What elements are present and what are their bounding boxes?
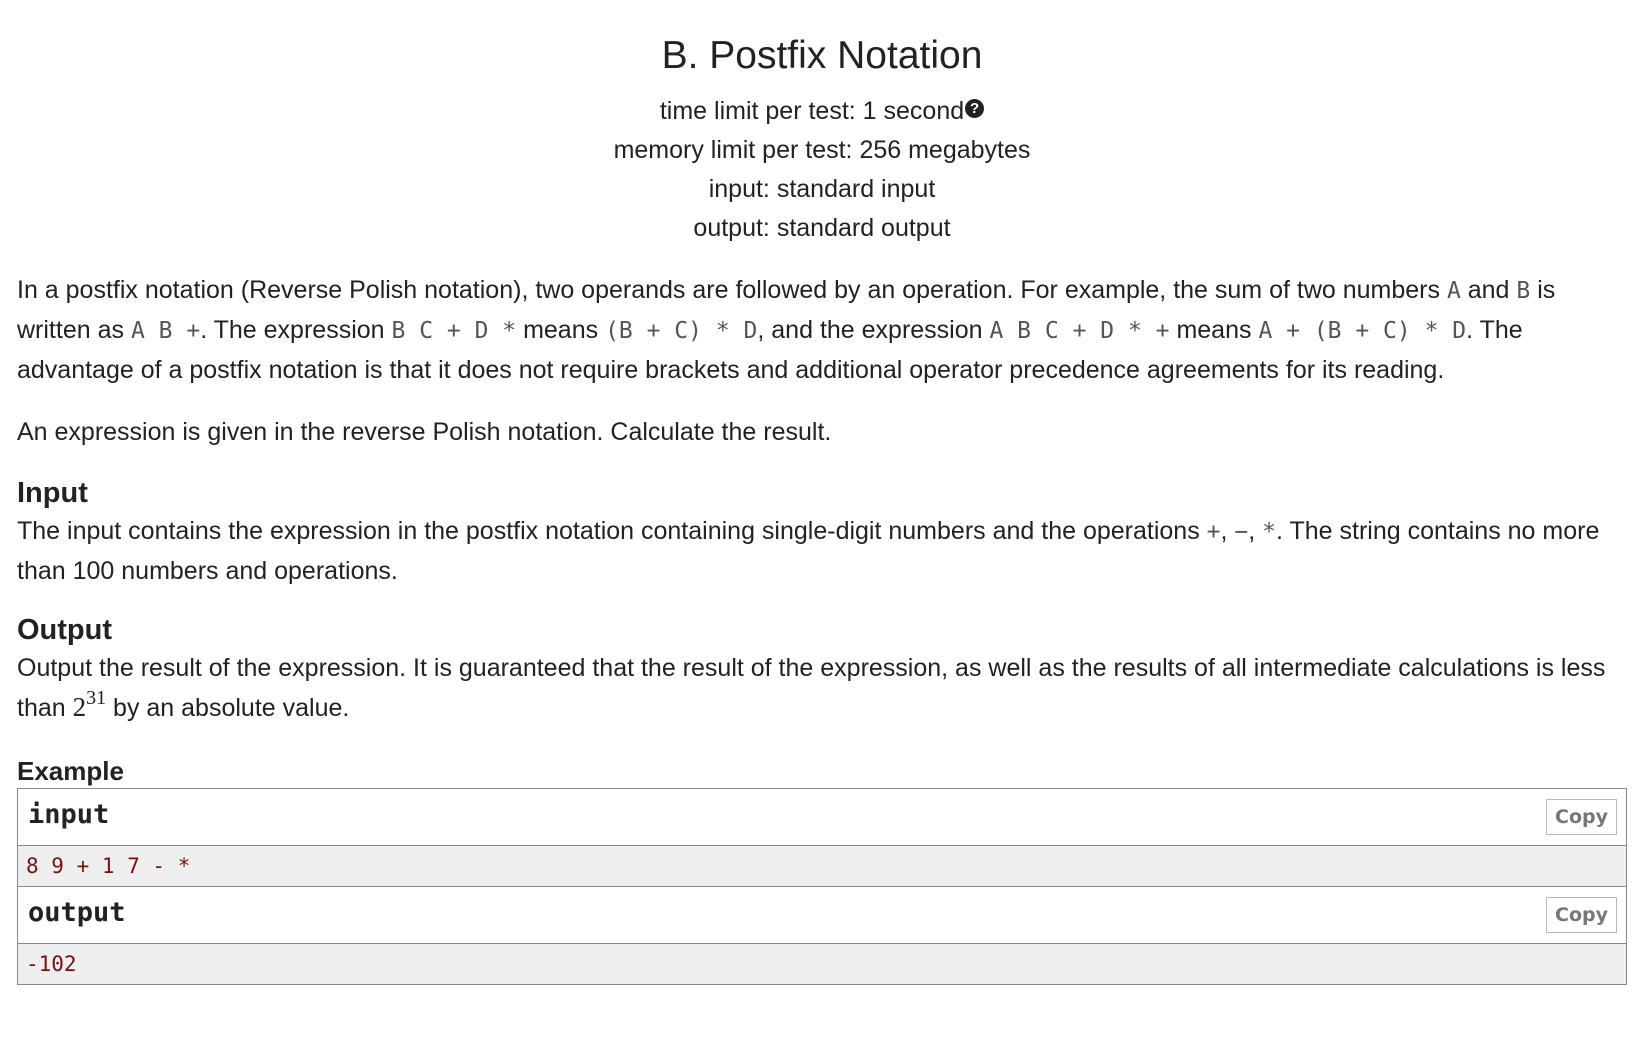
sample-input-value[interactable]: 8 9 + 1 7 - * xyxy=(18,846,1626,886)
output-section-title: Output xyxy=(17,614,113,646)
sample-input-label: input xyxy=(28,799,110,830)
input-spec-text: The input contains the expression in the postfix notation containing single-digit numbers and the operations xyxy=(17,517,1207,545)
problem-limits xyxy=(17,92,1627,248)
math-power xyxy=(72,687,107,722)
legend-paragraph xyxy=(17,271,1627,390)
time-limit: time limit per test: 1 second xyxy=(659,97,965,125)
math-exponent: 31 xyxy=(86,687,107,709)
inline-code: (B + C) * D xyxy=(605,318,758,344)
legend-text: . The expression xyxy=(200,316,392,344)
legend-text: and xyxy=(1460,276,1517,304)
sample-output-value[interactable]: -102 xyxy=(18,944,1626,984)
output-spec-text: Output the result of the expression. It is guaranteed that the result of the expression, as well as the results of all intermediate calculations is less than xyxy=(17,654,1606,722)
sample-tests xyxy=(17,788,1627,985)
legend-text: means xyxy=(1169,316,1259,344)
inline-code: − xyxy=(1234,519,1249,545)
inline-code: B xyxy=(1516,278,1531,304)
inline-code: A B + xyxy=(130,318,201,344)
inline-code: + xyxy=(1206,519,1221,545)
inline-code: A B C + D * + xyxy=(989,318,1170,344)
legend-text: means xyxy=(516,316,606,344)
input-spec-text: . The string contains no more than 100 numbers and operations. xyxy=(17,517,1600,585)
problem-header xyxy=(17,0,1627,248)
copy-output-button[interactable]: Copy xyxy=(1546,897,1617,933)
output-spec xyxy=(17,649,1627,728)
legend-text: is written as xyxy=(17,276,1556,344)
input-section-title: Input xyxy=(17,477,88,509)
inline-code: B C + D * xyxy=(391,318,517,344)
output-file: output: standard output xyxy=(693,214,951,242)
sample-input-header xyxy=(18,789,1626,846)
legend-text: . The advantage of a postfix notation is that it does not require brackets and additional operator precedence agreements for its reading. xyxy=(17,316,1523,384)
sample-output xyxy=(18,886,1626,984)
time-limit-line xyxy=(17,92,1627,131)
input-spec xyxy=(17,512,1627,591)
sample-input xyxy=(18,789,1626,886)
inline-code: * xyxy=(1262,519,1277,545)
help-icon[interactable]: ? xyxy=(965,99,984,118)
example-title: Example xyxy=(17,756,124,786)
inline-code: A xyxy=(1446,278,1461,304)
sample-output-header xyxy=(18,887,1626,944)
inline-code: A + (B + C) * D xyxy=(1258,318,1467,344)
legend-text: In a postfix notation (Reverse Polish notation), two operands are followed by an operation. For example, the sum of two numbers xyxy=(17,276,1447,304)
math-base: 2 xyxy=(72,692,87,722)
input-file: input: standard input xyxy=(708,175,936,203)
legend-text: , and the expression xyxy=(757,316,990,344)
task-paragraph: An expression is given in the reverse Polish notation. Calculate the result. xyxy=(17,418,832,446)
separator: , xyxy=(1248,517,1263,545)
sample-output-label: output xyxy=(28,897,126,928)
separator: , xyxy=(1220,517,1235,545)
copy-input-button[interactable]: Copy xyxy=(1546,799,1617,835)
memory-limit: memory limit per test: 256 megabytes xyxy=(613,136,1031,164)
output-spec-text: by an absolute value. xyxy=(106,694,350,722)
problem-title: B. Postfix Notation xyxy=(661,34,983,77)
